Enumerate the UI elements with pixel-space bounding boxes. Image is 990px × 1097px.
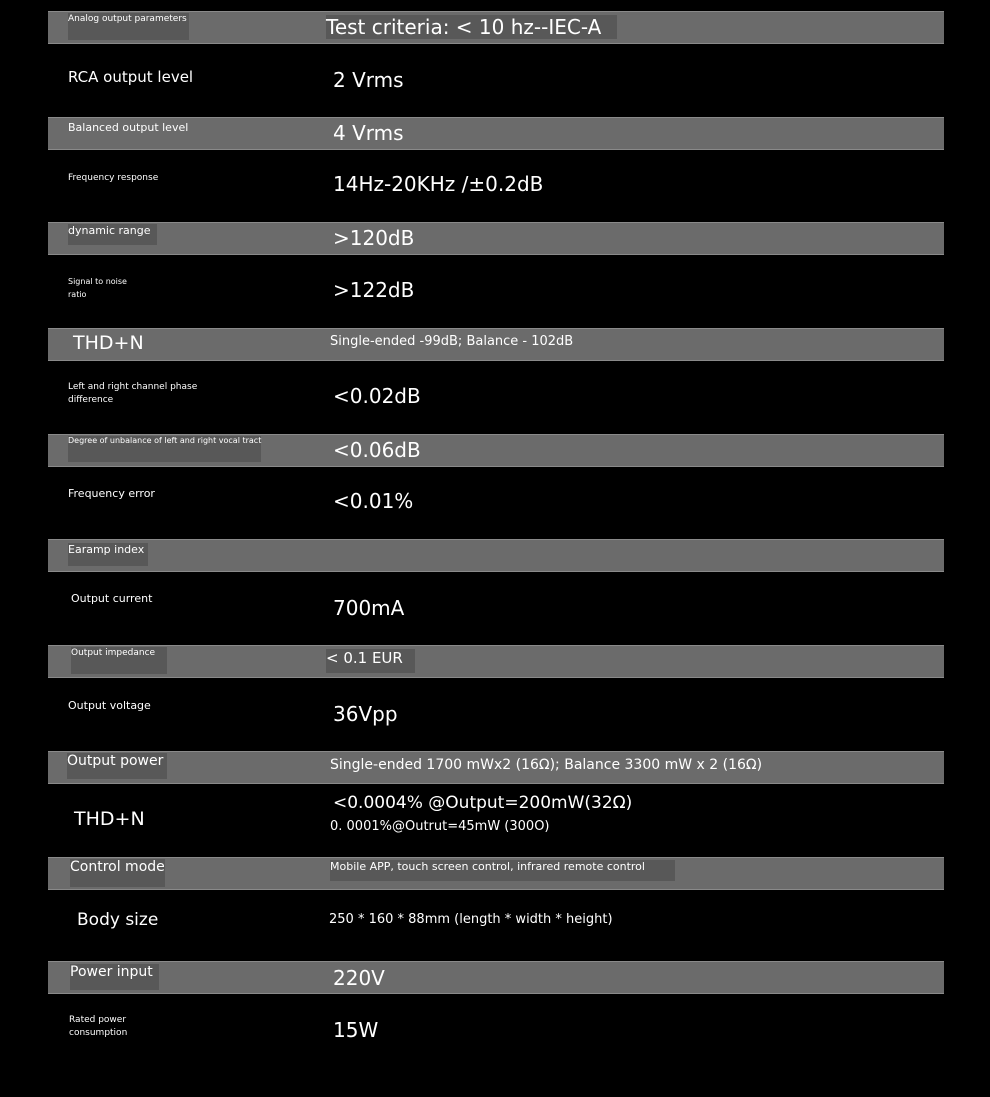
spec-row-frequency-error	[48, 467, 944, 538]
spec-label: Output power	[67, 753, 167, 779]
spec-row-earamp-index	[48, 539, 944, 572]
spec-row-output-current	[48, 572, 944, 644]
spec-label: Body size	[77, 910, 159, 930]
spec-row-output-voltage	[48, 678, 944, 750]
spec-label: RCA output level	[68, 68, 194, 86]
spec-label: Analog output parameters	[68, 13, 189, 40]
section-heading: Earamp index	[68, 543, 148, 566]
spec-label-line: ratio	[68, 290, 87, 299]
spec-label-line: Rated power	[69, 1015, 127, 1025]
spec-row-rca-output-level	[48, 44, 944, 116]
spec-label: Frequency response	[68, 173, 159, 183]
spec-value: 36Vpp	[333, 702, 398, 726]
spec-value: 14Hz-20KHz /±0.2dB	[333, 172, 544, 196]
spec-label	[69, 1014, 127, 1040]
spec-value: >120dB	[333, 226, 415, 250]
spec-value: 4 Vrms	[333, 121, 404, 145]
spec-value: < 0.1 EUR	[326, 649, 415, 673]
spec-value: <0.06dB	[333, 438, 421, 462]
spec-row-output-power	[48, 751, 944, 784]
spec-value: <0.02dB	[333, 384, 421, 408]
spec-label: Output current	[71, 592, 153, 605]
spec-label	[68, 381, 197, 407]
spec-label-line: Left and right channel phase	[68, 382, 198, 392]
spec-row-unbalance	[48, 434, 944, 467]
spec-row-control-mode	[48, 857, 944, 890]
spec-row-thdn-analog	[48, 328, 944, 361]
spec-row-balanced-output-level	[48, 117, 944, 150]
spec-value: Single-ended 1700 mWx2 (16Ω); Balance 3300 mW x 2 (16Ω)	[330, 757, 763, 773]
spec-label	[68, 277, 127, 300]
spec-value: <0.01%	[333, 489, 414, 513]
spec-row-signal-to-noise	[48, 255, 944, 327]
spec-label: Balanced output level	[68, 121, 189, 134]
spec-value: 220V	[333, 966, 385, 990]
spec-row-power-input	[48, 961, 944, 994]
spec-label: Output voltage	[68, 699, 151, 712]
spec-label: Degree of unbalance of left and right vocal tract	[68, 436, 261, 462]
spec-row-dynamic-range	[48, 222, 944, 255]
spec-row-phase-difference	[48, 361, 944, 432]
spec-value-line: <0.0004% @Output=200mW(32Ω)	[333, 793, 633, 813]
spec-label: Output impedance	[71, 647, 167, 674]
spec-row-frequency-response	[48, 150, 944, 221]
spec-value: Single-ended -99dB; Balance - 102dB	[330, 334, 574, 349]
spec-label: Frequency error	[68, 487, 155, 500]
spec-value: 250 * 160 * 88mm (length * width * height)	[329, 912, 613, 927]
spec-label: Control mode	[70, 859, 165, 887]
spec-value: 15W	[333, 1018, 379, 1042]
spec-value: Mobile APP, touch screen control, infrared remote control	[330, 860, 675, 881]
spec-label-line: Signal to noise	[68, 277, 127, 286]
spec-label: THD+N	[74, 808, 145, 830]
spec-row-thdn-earamp	[48, 784, 944, 856]
spec-label: THD+N	[73, 332, 144, 354]
spec-label-line: difference	[68, 395, 114, 405]
spec-value: 700mA	[333, 596, 405, 620]
spec-row-output-impedance	[48, 645, 944, 678]
spec-label: dynamic range	[68, 224, 157, 245]
spec-value-group	[330, 793, 633, 834]
spec-value: Test criteria: < 10 hz--IEC-A	[326, 15, 617, 39]
spec-row-body-size	[48, 890, 944, 960]
spec-label-line: consumption	[69, 1028, 128, 1038]
spec-row-analog-output	[48, 11, 944, 44]
spec-row-rated-power	[48, 994, 944, 1066]
spec-value-line: 0. 0001%@Outrut=45mW (300O)	[330, 819, 550, 834]
spec-label: Power input	[70, 964, 159, 990]
spec-value: 2 Vrms	[333, 68, 404, 92]
spec-value: >122dB	[333, 278, 415, 302]
